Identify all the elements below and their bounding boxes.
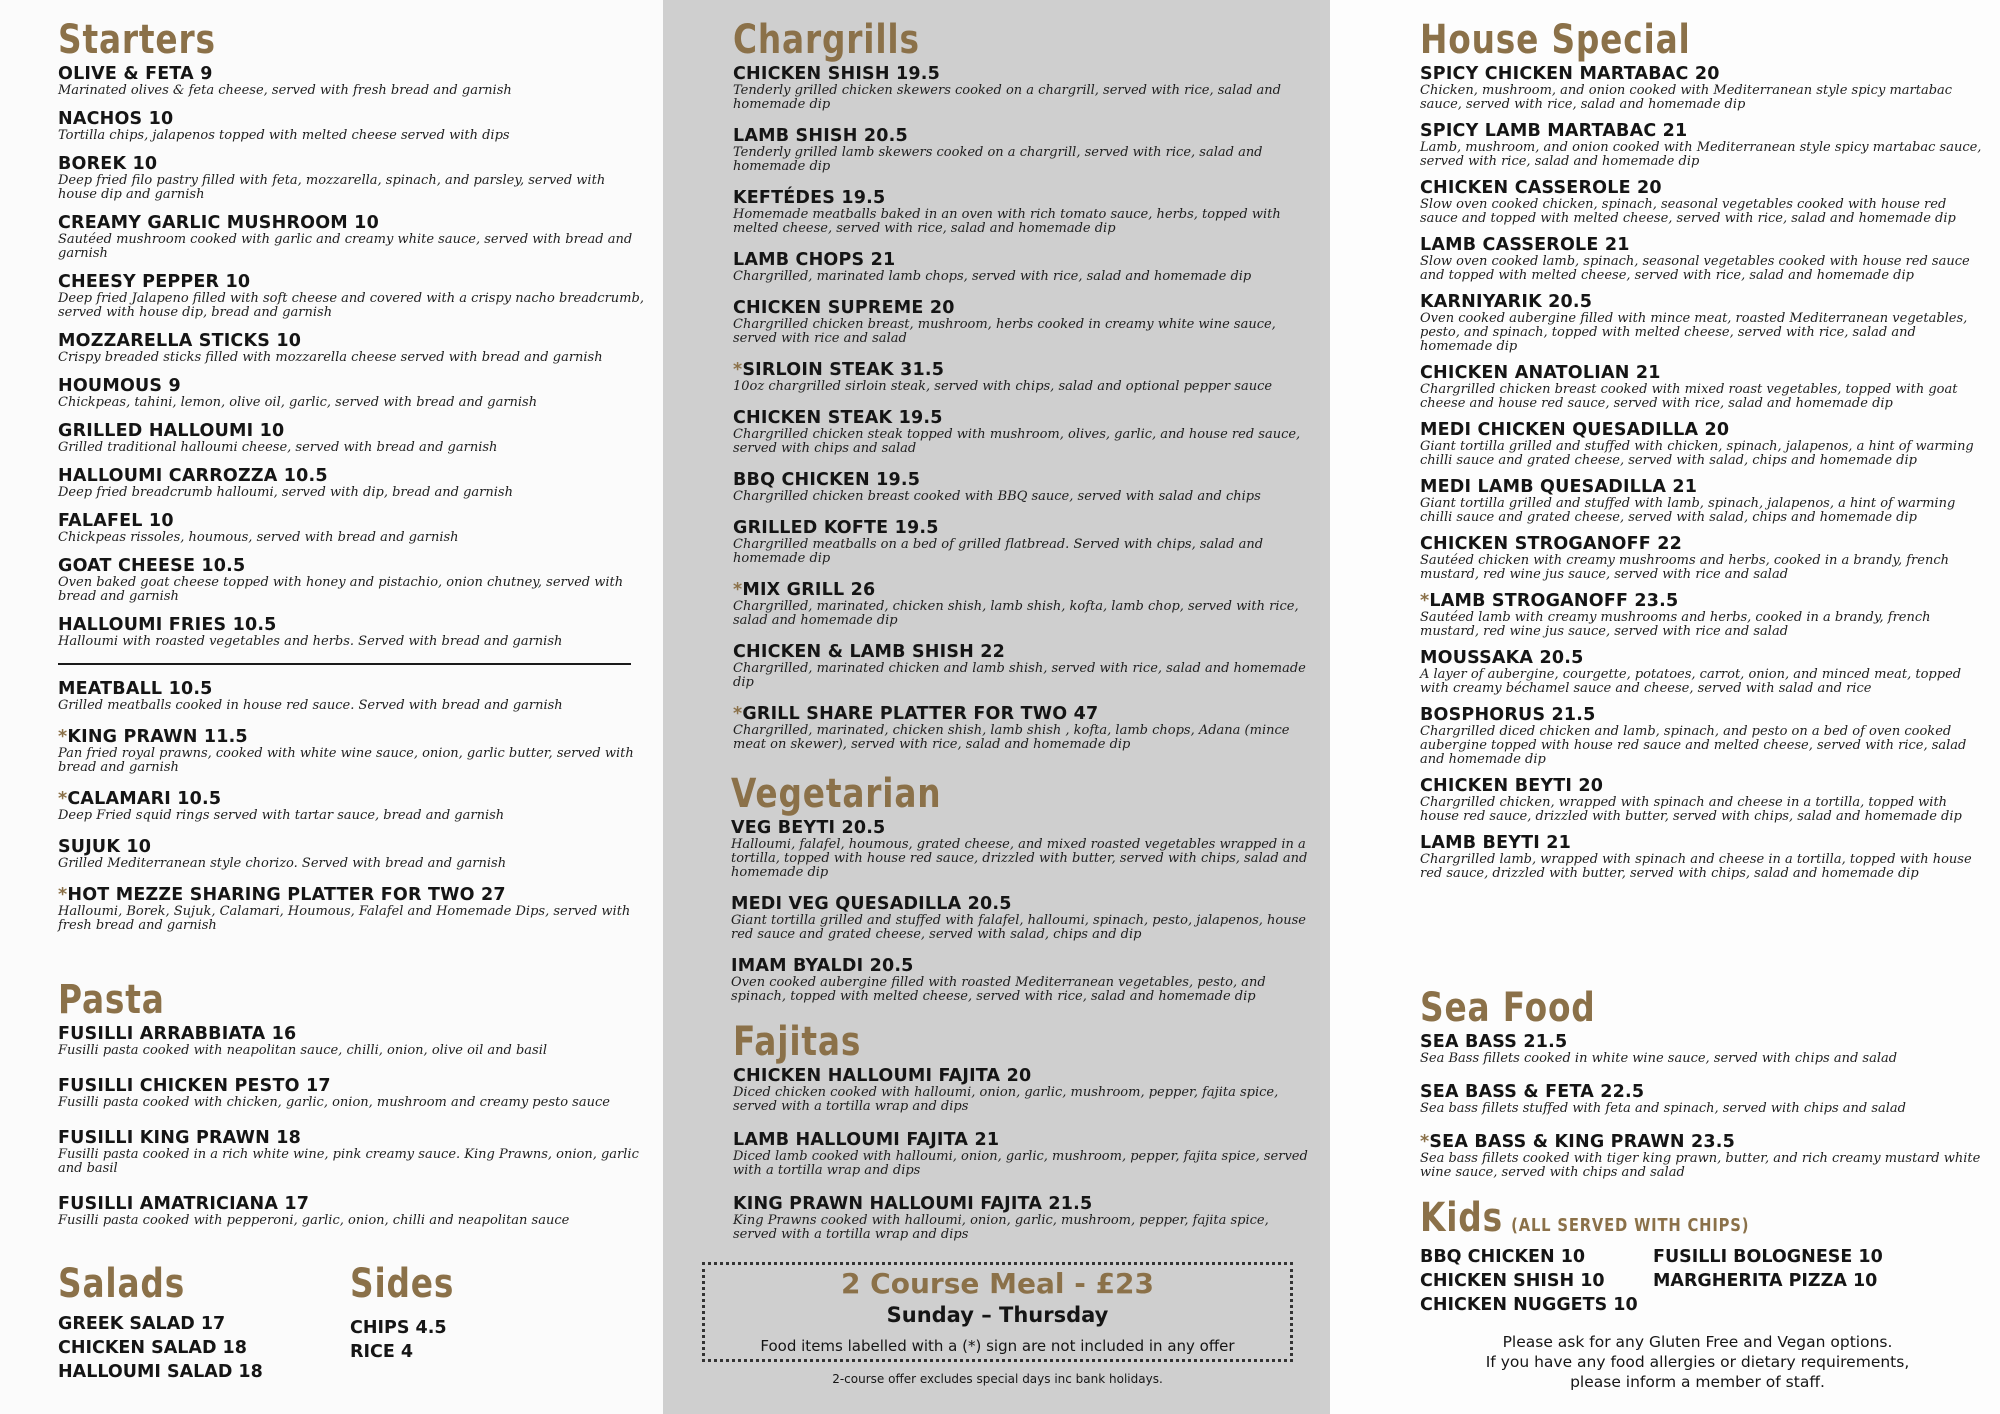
menu-item [58,1128,648,1176]
menu-item-title: SEA BASS & FETA 22.5 [1420,1082,1645,1102]
menu-item [58,64,648,98]
menu-item [58,154,648,202]
vegetarian-list [731,818,1311,1004]
right-panel [1330,0,2000,1414]
menu-item-title: LAMB HALLOUMI FAJITA 21 [733,1130,1000,1150]
menu-item-name [58,1194,648,1214]
menu-item-title: SEA BASS 21.5 [1420,1032,1568,1052]
menu-item [58,272,648,320]
menu-item-description: Halloumi, falafel, houmous, grated cheese, and mixed roasted vegetables wrapped in a tortilla, topped with house red sauce, drizzled with butter, served with chips, salad and homemade dip [731,837,1308,880]
menu-item [1420,64,1985,112]
salads-section [58,1262,318,1384]
side-item: CHIPS 4.5 [350,1318,447,1338]
house-special-section [1420,18,1985,881]
house-special-list [1420,64,1985,881]
menu-item [58,615,648,649]
menu-item-description: Chargrilled meatballs on a bed of grilled flatbread. Served with chips, salad and homemade dip [733,537,1264,566]
menu-item-name [733,360,1313,380]
kids-item: FUSILLI BOLOGNESE 10 [1653,1247,1883,1267]
starters-section [58,18,648,649]
menu-item-name [1420,121,1985,141]
menu-item [733,1066,1313,1114]
menu-item-title: CHICKEN STEAK 19.5 [733,408,943,428]
offer-excluded-marker: * [58,789,68,809]
starters-heading: Starters [58,17,216,63]
menu-item-description: Slow oven cooked lamb, spinach, seasonal vegetables cooked with house red sauce and topped with melted cheese, served with rice, salad and homemade dip [1420,254,1970,283]
menu-item-description: Sea bass fillets cooked with tiger king prawn, butter, and rich creamy mustard white wine sauce, served with chips and salad [1420,1151,1981,1180]
menu-item [1420,477,1985,525]
offer-excluded-marker: * [733,704,743,724]
menu-item-description: Chickpeas, tahini, lemon, olive oil, garlic, served with bread and garnish [58,395,538,410]
menu-item-description: Sautéed lamb with creamy mushrooms and herbs, cooked in a brandy, french mustard, red wine jus sauce, served with rice and salad [1420,610,1931,639]
side-item: RICE 4 [350,1342,414,1362]
offer-excluded-marker: * [1420,591,1430,611]
menu-item-description: Fusilli pasta cooked with chicken, garlic, onion, mushroom and creamy pesto sauce [58,1095,610,1110]
menu-item [58,1076,648,1110]
house-special-heading: House Special [1420,17,1691,63]
offer-excluded-marker: * [733,580,743,600]
menu-item-description: Deep fried Jalapeno filled with soft cheese and covered with a crispy nacho breadcrumb, served with house dip, bread and garnish [58,291,644,320]
menu-item [733,1194,1313,1242]
menu-item-title: GRILL SHARE PLATTER FOR TWO 47 [742,704,1099,724]
vegetarian-heading: Vegetarian [731,771,942,817]
menu-item [58,421,648,455]
menu-item-title: SPICY CHICKEN MARTABAC 20 [1420,64,1720,84]
menu-item-name [733,408,1313,428]
kids-section [1420,1196,1985,1248]
menu-item-description: Marinated olives & feta cheese, served with fresh bread and garnish [58,83,512,98]
menu-item-description: Sautéed mushroom cooked with garlic and creamy white sauce, served with bread and garnish [58,232,633,261]
menu-item [733,518,1313,566]
menu-item-description: Chargrilled diced chicken and lamb, spinach, and pesto on a bed of oven cooked aubergine topped with house red sauce and melted cheese, served with rice, salad and homemade dip [1420,724,1967,767]
menu-item-name [58,1024,648,1044]
pasta-list [58,1024,648,1228]
menu-item [58,789,648,823]
menu-item-title: FUSILLI CHICKEN PESTO 17 [58,1076,331,1096]
menu-item-title: CREAMY GARLIC MUSHROOM 10 [58,213,379,233]
menu-item-title: CHICKEN ANATOLIAN 21 [1420,363,1661,383]
menu-item [58,213,648,261]
chargrills-heading: Chargrills [733,17,920,63]
menu-item-title: KING PRAWN HALLOUMI FAJITA 21.5 [733,1194,1093,1214]
menu-item-name [58,272,648,292]
menu-item-title: LAMB SHISH 20.5 [733,126,908,146]
menu-item [1420,292,1985,354]
menu-item-description: Halloumi with roasted vegetables and herbs. Served with bread and garnish [58,634,563,649]
sea-food-section [1420,986,1985,1180]
menu-item-title: LAMB BEYTI 21 [1420,833,1571,853]
menu-item [1420,363,1985,411]
menu-item-title: NACHOS 10 [58,109,174,129]
menu-item-name [1420,1082,1985,1102]
menu-item-title: BOREK 10 [58,154,158,174]
menu-item-name [58,109,648,129]
menu-item-title: BOSPHORUS 21.5 [1420,705,1596,725]
menu-item [58,556,648,604]
menu-item-description: Chargrilled chicken steak topped with mushroom, olives, garlic, and house red sauce, served with chips and salad [733,427,1301,456]
menu-item [1420,534,1985,582]
chargrills-section [733,18,1313,752]
menu-item-title: SEA BASS & KING PRAWN 23.5 [1429,1132,1735,1152]
menu-item-name [58,679,648,699]
offer-days: Sunday – Thursday [886,1303,1109,1327]
menu-item-title: CHEESY PEPPER 10 [58,272,251,292]
menu-item-title: CHICKEN STROGANOFF 22 [1420,534,1682,554]
menu-item-title: LAMB CASSEROLE 21 [1420,235,1630,255]
menu-item-name [1420,648,1985,668]
offer-excluded-marker: * [1420,1132,1430,1152]
menu-item-title: IMAM BYALDI 20.5 [731,956,914,976]
middle-panel [663,0,1330,1414]
menu-item-description: Giant tortilla grilled and stuffed with lamb, spinach, jalapenos, a hint of warming chilli sauce and grated cheese, served with salad, chips and homemade dip [1420,496,1956,525]
menu-item [1420,1132,1985,1180]
offer-excluded-marker: * [733,360,743,380]
menu-item [1420,1032,1985,1066]
menu-item-title: CHICKEN CASSEROLE 20 [1420,178,1662,198]
menu-item-title: MEDI VEG QUESADILLA 20.5 [731,894,1012,914]
menu-item [733,408,1313,456]
menu-item [733,298,1313,346]
menu-item-name [1420,705,1985,725]
menu-item-name [733,642,1313,662]
menu-item [1420,235,1985,283]
menu-item [733,126,1313,174]
menu-item-name [58,615,648,635]
menu-item-name [58,837,648,857]
menu-item-name [58,331,648,351]
menu-item-name [1420,235,1985,255]
allergy-line: If you have any food allergies or dietary requirements, [1485,1353,1910,1371]
menu-item [58,727,648,775]
menu-item-title: FUSILLI ARRABBIATA 16 [58,1024,297,1044]
menu-item-description: Oven cooked aubergine filled with roasted Mediterranean vegetables, pesto, and spinach, topped with melted cheese, served with rice, salad and homemade dip [731,975,1266,1004]
menu-item-title: CHICKEN SUPREME 20 [733,298,955,318]
menu-item-name [733,126,1313,146]
menu-item-description: Deep fried breadcrumb halloumi, served with dip, bread and garnish [58,485,513,500]
menu-item-description: Tenderly grilled lamb skewers cooked on a chargrill, served with rice, salad and homemade dip [733,145,1263,174]
menu-item-title: LAMB STROGANOFF 23.5 [1429,591,1679,611]
kids-heading-text: Kids [1420,1195,1503,1241]
kids-item: CHICKEN SHISH 10 [1420,1271,1605,1291]
menu-item [731,818,1311,880]
menu-item-title: KEFTÉDES 19.5 [733,188,886,208]
menu-item-name [58,64,648,84]
sides-list [350,1316,590,1364]
menu-item-name [58,466,648,486]
menu-item-description: Chargrilled chicken breast cooked with mixed roast vegetables, topped with goat cheese and house red sauce, served with rice, salad and homemade dip [1420,382,1958,411]
menu-item-title: BBQ CHICKEN 19.5 [733,470,921,490]
menu-item [733,250,1313,284]
offer-excluded-marker: * [58,727,68,747]
menu-item-name [58,376,648,396]
menu-item-description: Giant tortilla grilled and stuffed with chicken, spinach, jalapenos, a hint of warming chilli sauce and grated cheese, served with salad, chips and homemade dip [1420,439,1974,468]
menu-item [58,466,648,500]
menu-item-title: GOAT CHEESE 10.5 [58,556,246,576]
menu-item [58,679,648,713]
menu-item-description: Chicken, mushroom, and onion cooked with Mediterranean style spicy martabac sauce, served with rice, salad and homemade dip [1420,83,1953,112]
menu-item-name [58,421,648,441]
menu-item-description: King Prawns cooked with halloumi, onion, garlic, mushroom, pepper, fajita spice, served with a tortilla wrap and dips [733,1213,1269,1242]
menu-item-name [58,511,648,531]
menu-item [1420,776,1985,824]
menu-item-name [58,789,648,809]
menu-item-name [731,894,1311,914]
salad-item: CHICKEN SALAD 18 [58,1338,247,1358]
menu-item-name [733,470,1313,490]
menu-item [1420,833,1985,881]
menu-item-name [1420,420,1985,440]
menu-item-description: Chargrilled, marinated chicken and lamb shish, served with rice, salad and homemade dip [733,661,1306,690]
menu-item-title: FUSILLI AMATRICIANA 17 [58,1194,310,1214]
menu-item [58,331,648,365]
menu-item-name [1420,363,1985,383]
kids-item: MARGHERITA PIZZA 10 [1653,1271,1878,1291]
menu-item-name [733,1130,1313,1150]
menu-item [733,704,1313,752]
menu-item-title: MOZZARELLA STICKS 10 [58,331,302,351]
menu-item-description: Diced lamb cooked with halloumi, onion, garlic, mushroom, pepper, fajita spice, served with a tortilla wrap and dips [733,1149,1308,1178]
menu-item-description: 10oz chargrilled sirloin steak, served with chips, salad and optional pepper sauce [733,379,1273,394]
menu-item [1420,1082,1985,1116]
menu-item-description: Crispy breaded sticks filled with mozzarella cheese served with bread and garnish [58,350,603,365]
menu-item-description: Chargrilled, marinated, chicken shish, lamb shish, kofta, lamb chop, served with rice, salad and homemade dip [733,599,1299,628]
menu-item-title: CHICKEN BEYTI 20 [1420,776,1604,796]
menu-item-name [1420,178,1985,198]
menu-item-description: Grilled traditional halloumi cheese, served with bread and garnish [58,440,498,455]
menu-item-description: Sea Bass fillets cooked in white wine sauce, served with chips and salad [1420,1051,1898,1066]
menu-item-name [733,704,1313,724]
kids-item: CHICKEN NUGGETS 10 [1420,1295,1638,1315]
sea-food-heading: Sea Food [1420,985,1596,1031]
menu-item-description: Tenderly grilled chicken skewers cooked on a chargrill, served with rice, salad and homemade dip [733,83,1281,112]
salads-list [58,1312,318,1384]
menu-item-title: MEDI CHICKEN QUESADILLA 20 [1420,420,1730,440]
menu-item [1420,705,1985,767]
menu-item-description: Halloumi, Borek, Sujuk, Calamari, Houmous, Falafel and Homemade Dips, served with fresh bread and garnish [58,904,631,933]
menu-item [58,885,648,933]
offer-footnote: 2-course offer excludes special days inc bank holidays. [832,1372,1163,1386]
menu-item-name [1420,1132,1985,1152]
menu-item-name [1420,833,1985,853]
menu-item-name [1420,591,1985,611]
salad-item: HALLOUMI SALAD 18 [58,1362,263,1382]
menu-item [731,956,1311,1004]
menu-item [58,511,648,545]
menu-item-title: HALLOUMI CARROZZA 10.5 [58,466,328,486]
menu-item-title: CHICKEN SHISH 19.5 [733,64,940,84]
menu-item-description: A layer of aubergine, courgette, potatoes, carrot, onion, and minced meat, topped with creamy béchamel sauce and cheese, served with salad and rice [1420,667,1962,696]
menu-item-title: SUJUK 10 [58,837,152,857]
sides-heading: Sides [350,1261,455,1307]
menu-item-description: Chargrilled chicken, wrapped with spinach and cheese in a tortilla, topped with house red sauce, drizzled with butter, served with chips, salad and homemade dip [1420,795,1962,824]
menu-item-name [733,518,1313,538]
chargrills-list [733,64,1313,752]
menu-item-description: Chargrilled lamb, wrapped with spinach and cheese in a tortilla, topped with house red sauce, drizzled with butter, served with chips, salad and homemade dip [1420,852,1972,881]
kids-item: BBQ CHICKEN 10 [1420,1247,1586,1267]
menu-item-name [58,154,648,174]
menu-item-name [733,580,1313,600]
starters-divider [58,663,631,665]
menu-item-name [733,64,1313,84]
menu-item-title: MEDI LAMB QUESADILLA 21 [1420,477,1698,497]
menu-item-name [1420,292,1985,312]
menu-item-title: HOT MEZZE SHARING PLATTER FOR TWO 27 [67,885,506,905]
menu-item-title: OLIVE & FETA 9 [58,64,213,84]
kids-list-1 [1420,1245,1660,1317]
menu-item-description: Deep Fried squid rings served with tartar sauce, bread and garnish [58,808,505,823]
menu-item [733,470,1313,504]
menu-item-title: FALAFEL 10 [58,511,174,531]
menu-item [58,376,648,410]
menu-item-name [1420,477,1985,497]
menu-item-title: SPICY LAMB MARTABAC 21 [1420,121,1688,141]
offer-note: Food items labelled with a (*) sign are not included in any offer [760,1337,1235,1355]
menu-item-name [731,818,1311,838]
fajitas-list [733,1066,1313,1242]
menu-item-title: GRILLED HALLOUMI 10 [58,421,285,441]
menu-item-description: Fusilli pasta cooked with neapolitan sauce, chilli, onion, olive oil and basil [58,1043,548,1058]
menu-item-title: CALAMARI 10.5 [67,789,222,809]
menu-item [733,188,1313,236]
menu-item-name [1420,534,1985,554]
pasta-heading: Pasta [58,977,165,1023]
menu-item-name [1420,776,1985,796]
menu-item [733,580,1313,628]
starters-list [58,64,648,649]
menu-item [58,837,648,871]
menu-item-description: Chargrilled, marinated, chicken shish, lamb shish , kofta, lamb chops, Adana (mince meat on skewer), served with rice, salad and homemade dip [733,723,1290,752]
kids-subheading: (ALL SERVED WITH CHIPS) [1511,1215,1750,1236]
menu-item [58,1194,648,1228]
menu-item-name [733,1066,1313,1086]
menu-item-title: MIX GRILL 26 [742,580,876,600]
menu-item [1420,591,1985,639]
fajitas-section [733,1020,1313,1242]
menu-item-description: Tortilla chips, jalapenos topped with melted cheese served with dips [58,128,510,143]
offer-box [702,1262,1293,1362]
menu-item-description: Pan fried royal prawns, cooked with white wine sauce, onion, garlic butter, served with bread and garnish [58,746,634,775]
salad-item: GREEK SALAD 17 [58,1314,226,1334]
menu-item [731,894,1311,942]
menu-item-description: Homemade meatballs baked in an oven with rich tomato sauce, herbs, topped with melted cheese, served with rice, salad and homemade dip [733,207,1281,236]
menu-item-name [731,956,1311,976]
menu-item-description: Slow oven cooked chicken, spinach, seasonal vegetables cooked with house red sauce and topped with melted cheese, served with rice, salad and homemade dip [1420,197,1956,226]
menu-item-title: VEG BEYTI 20.5 [731,818,886,838]
menu-item [1420,420,1985,468]
menu-item-description: Fusilli pasta cooked with pepperoni, garlic, onion, chilli and neapolitan sauce [58,1213,570,1228]
menu-item-description: Lamb, mushroom, and onion cooked with Mediterranean style spicy martabac sauce, served with rice, salad and homemade dip [1420,140,1982,169]
menu-item-name [58,556,648,576]
menu-item-description: Sea bass fillets stuffed with feta and spinach, served with chips and salad [1420,1101,1907,1116]
menu-item-name [733,1194,1313,1214]
menu-item-description: Chargrilled chicken breast, mushroom, herbs cooked in creamy white wine sauce, served with rice and salad [733,317,1276,346]
offer-excluded-marker: * [58,885,68,905]
menu-item-name [58,1076,648,1096]
menu-item-name [733,188,1313,208]
allergy-line: Please ask for any Gluten Free and Vegan options. [1502,1333,1893,1351]
menu-item-description: Grilled Mediterranean style chorizo. Served with bread and garnish [58,856,507,871]
menu-item-title: CHICKEN & LAMB SHISH 22 [733,642,1006,662]
menu-item-description: Oven cooked aubergine filled with mince meat, roasted Mediterranean vegetables, pesto, and spinach, topped with melted cheese, served with rice, salad and homemade dip [1420,311,1968,354]
menu-item-title: LAMB CHOPS 21 [733,250,896,270]
menu-item-description: Diced chicken cooked with halloumi, onion, garlic, mushroom, pepper, fajita spice, served with a tortilla wrap and dips [733,1085,1279,1114]
menu-item-name [1420,1032,1985,1052]
fajitas-heading: Fajitas [733,1019,862,1065]
menu-item-title: CHICKEN HALLOUMI FAJITA 20 [733,1066,1032,1086]
menu-item-name [1420,64,1985,84]
allergy-line: please inform a member of staff. [1570,1373,1825,1391]
menu-item-description: Chargrilled chicken breast cooked with BBQ sauce, served with salad and chips [733,489,1261,504]
menu-item-name [58,1128,648,1148]
menu-item-description: Chickpeas rissoles, houmous, served with bread and garnish [58,530,459,545]
menu-item [733,64,1313,112]
menu-item-name [733,298,1313,318]
menu-item-description: Oven baked goat cheese topped with honey and pistachio, onion chutney, served with bread and garnish [58,575,624,604]
sides-section [350,1262,590,1364]
menu-item-name [58,213,648,233]
starters-list-2 [58,677,648,933]
allergy-info [1420,1332,1975,1392]
menu-item [1420,178,1985,226]
menu-item-title: MEATBALL 10.5 [58,679,213,699]
menu-item [733,1130,1313,1178]
kids-list-2 [1653,1245,1893,1293]
menu-item-title: KING PRAWN 11.5 [67,727,248,747]
menu-item [1420,648,1985,696]
menu-item-title: HOUMOUS 9 [58,376,181,396]
menu-item-description: Sautéed chicken with creamy mushrooms and herbs, cooked in a brandy, french mustard, red wine jus sauce, served with rice and salad [1420,553,1949,582]
pasta-section [58,978,648,1228]
salads-heading: Salads [58,1261,186,1307]
offer-title: 2 Course Meal - £23 [840,1267,1155,1300]
kids-heading [1420,1196,1883,1248]
menu-item-name [733,250,1313,270]
vegetarian-section [731,772,1311,1004]
menu-item [58,109,648,143]
menu-item-description: Grilled meatballs cooked in house red sauce. Served with bread and garnish [58,698,563,713]
menu-item [1420,121,1985,169]
menu-item [58,1024,648,1058]
menu-item-title: HALLOUMI FRIES 10.5 [58,615,277,635]
menu-item-description: Chargrilled, marinated lamb chops, served with rice, salad and homemade dip [733,269,1252,284]
menu-item-title: GRILLED KOFTE 19.5 [733,518,939,538]
menu-item-title: MOUSSAKA 20.5 [1420,648,1584,668]
menu-item-description: Deep fried filo pastry filled with feta, mozzarella, spinach, and parsley, served with house dip and garnish [58,173,606,202]
menu-item-name [58,727,648,747]
sea-food-list [1420,1032,1985,1180]
menu-item-title: FUSILLI KING PRAWN 18 [58,1128,302,1148]
menu-item-description: Giant tortilla grilled and stuffed with falafel, halloumi, spinach, pesto, jalapenos, house red sauce and grated cheese, served with salad, chips and dip [731,913,1306,942]
menu-item [733,642,1313,690]
menu-item-title: KARNIYARIK 20.5 [1420,292,1593,312]
menu-item-title: SIRLOIN STEAK 31.5 [742,360,945,380]
menu-item-name [58,885,648,905]
left-panel [0,0,663,1414]
menu-item [733,360,1313,394]
menu-item-description: Fusilli pasta cooked in a rich white wine, pink creamy sauce. King Prawns, onion, garlic and basil [58,1147,639,1176]
